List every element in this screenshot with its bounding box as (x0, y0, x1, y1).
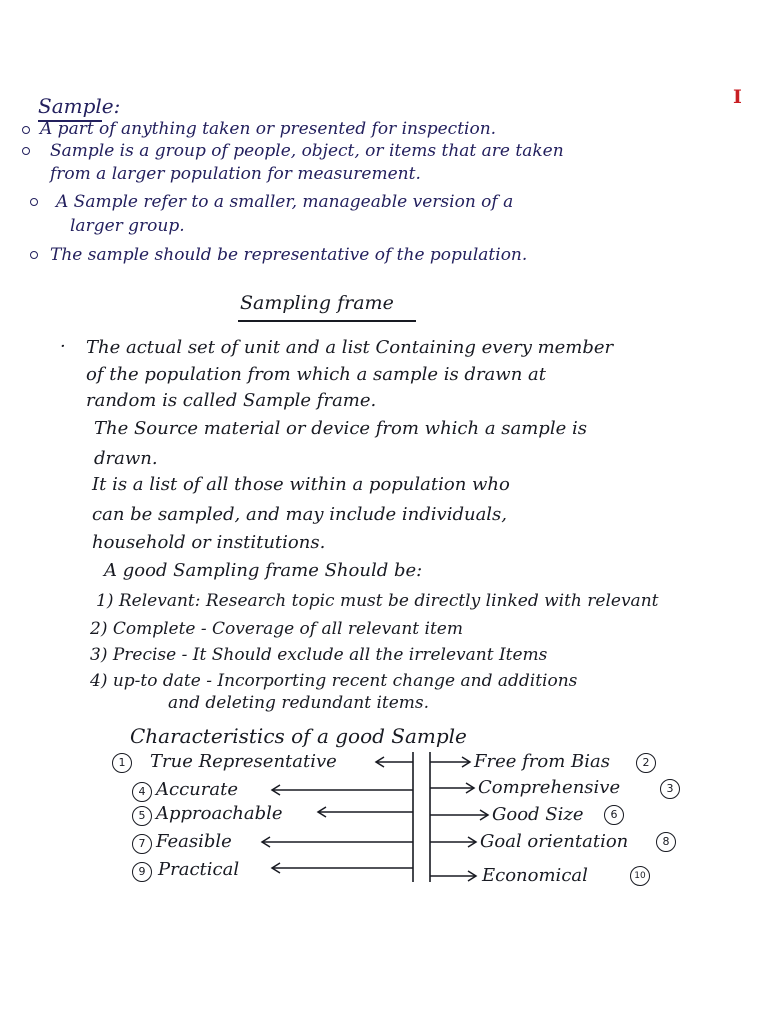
good-frame-intro: A good Sampling frame Should be: (104, 560, 423, 581)
sample-bullet-2: Sample is a group of people, object, or items that are taken (50, 141, 564, 161)
number-badge: 2 (636, 753, 656, 773)
char-good-size: Good Size (492, 804, 584, 825)
red-corner-mark: I (733, 86, 742, 108)
char-approachable: Approachable (156, 803, 283, 824)
sample-bullet-2-cont: from a larger population for measurement. (50, 164, 421, 184)
frame-line-2: of the population from which a sample is drawn at (86, 364, 546, 385)
char-accurate: Accurate (156, 779, 238, 800)
number-badge: 7 (132, 834, 152, 854)
frame-line-4: The Source material or device from which a sample is (94, 418, 587, 439)
frame-line-7: can be sampled, and may include individuals, (92, 504, 508, 525)
sample-bullet-1: A part of anything taken or presented for inspection. (40, 119, 497, 139)
char-economical: Economical (482, 865, 588, 886)
char-feasible: Feasible (156, 831, 232, 852)
frame-line-3: random is called Sample frame. (86, 390, 377, 411)
frame-line-8: household or institutions. (92, 532, 326, 553)
number-badge: 10 (630, 866, 650, 886)
frame-line-1: The actual set of unit and a list Containing every member (86, 337, 614, 358)
number-badge: 3 (660, 779, 680, 799)
char-true-representative: True Representative (150, 751, 337, 772)
good-frame-item-3: 3) Precise - It Should exclude all the irrelevant Items (90, 645, 548, 665)
good-frame-item-2: 2) Complete - Coverage of all relevant item (90, 619, 463, 639)
characteristics-heading: Characteristics of a good Sample (130, 724, 467, 748)
sample-bullet-3-cont: larger group. (70, 216, 185, 236)
frame-line-5: drawn. (94, 448, 158, 469)
char-practical: Practical (158, 859, 240, 880)
number-badge: 4 (132, 782, 152, 802)
sample-bullet-3: A Sample refer to a smaller, manageable version of a (56, 192, 514, 212)
number-badge: 6 (604, 805, 624, 825)
frame-line-6: It is a list of all those within a population who (92, 474, 510, 495)
char-comprehensive: Comprehensive (478, 777, 621, 798)
number-badge: 1 (112, 753, 132, 773)
good-frame-item-4: 4) up-to date - Incorporting recent change and additions (90, 671, 578, 691)
char-goal-orientation: Goal orientation (480, 831, 629, 852)
sample-bullet-4: The sample should be representative of the population. (50, 245, 528, 265)
number-badge: 8 (656, 832, 676, 852)
sample-heading: Sample: (38, 94, 121, 118)
char-free-from-bias: Free from Bias (474, 751, 610, 772)
frame-dot: · (60, 336, 66, 357)
good-frame-item-4-cont: and deleting redundant items. (168, 693, 430, 713)
sampling-frame-heading: Sampling frame (240, 292, 394, 314)
number-badge: 9 (132, 862, 152, 882)
good-frame-item-1: 1) Relevant: Research topic must be directly linked with relevant (96, 591, 659, 611)
number-badge: 5 (132, 806, 152, 826)
